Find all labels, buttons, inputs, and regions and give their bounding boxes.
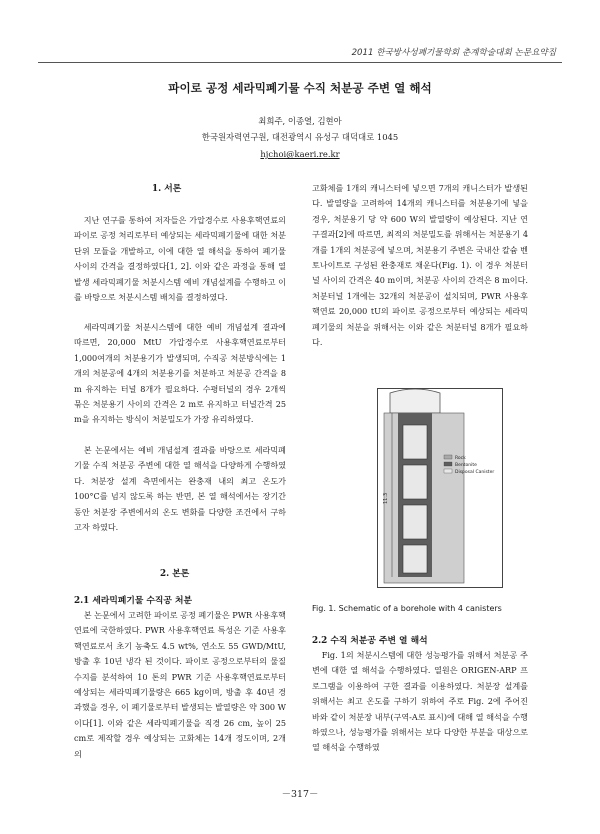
intro-heading: 1. 서론: [152, 184, 182, 194]
figure-caption: Fig. 1. Schematic of a borehole with 4 canisters: [312, 604, 502, 613]
intro-paragraph-3: 본 논문에서는 예비 개념설계 결과를 바탕으로 세라믹폐기물 수직 처분공 주변에 대한 열 해석을 다양하게 수행하였다. 처분장 설계 측면에서는 완충재 내의 최고 온도가 100°C를 넘지 않도록 하는 반면, 본 열 해석에서는 장기간 동안 처분장 주변에서의 온도 변화를 다양한 조건에서 구하고자 하였다.: [74, 445, 286, 533]
author-list: 최희주, 이종열, 김현아: [258, 116, 342, 126]
subsection-2-2-paragraph: Fig. 1의 처분시스템에 대한 성능평가를 위해서 처분공 주변에 대한 열 해석을 수행하였다. 열원은 ORIGEN-ARP 프로그램을 이용하여 구한 결과를 이용하였다. 처분장 설계를 위해서는 최고 온도를 구하기 위하여 주로 Fig. 2에 주어진 바와 같이 처분장 내부(구역-A로 표시)에 대해 열 해석을 수행하였으나, 성능평가를 위해서는 보다 다양한 부분을 대상으로 열 해석을 수행하였: [312, 650, 528, 753]
right-column-paragraph: 고화체를 1개의 캐니스터에 넣으면 7개의 캐니스터가 발생된다. 발열량을 고려하여 14개의 캐니스터를 처분용기에 넣을 경우, 처분용기 당 약 600 W의 발열량이 예상된다. 지난 연구결과[2]에 따르면, 최적의 처분밀도를 위해서는 처분용기 4개를 1개의 처분공에 넣으며, 처분용기 주변은 국내산 칼슘 벤토나이트로 구성된 완충재로 채운다(Fig. 1). 이 경우 처분터널 사이의 간격은 40 m이며, 처분공 사이의 간격은 8 m이다. 처분터널 1개에는 32개의 처분공이 설치되며, PWR 사용후핵연료 20,000 tU의 파이로 공정으로부터 예상되는 세라믹폐기물의 처분을 위해서는 이와 같은 처분터널 8개가 필요하다.: [312, 183, 528, 348]
borehole-schematic: [378, 389, 502, 587]
intro-paragraph-2: 세라믹폐기물 처분시스템에 대한 예비 개념설계 결과에 따르면, 20,000 MtU 가압경수로 사용후핵연료로부터 1,000여개의 처분용기가 발생되며, 수직공 처분방식에는 1개의 처분공에 4개의 처분용기를 처분하고 처분공 간격을 8 m 유지하는 터널 8개가 필요하다. 수평터널의 경우 2개씩 묶은 처분용기 사이의 간격은 2 m로 유지하고 터널간격 25 m을 유지하는 방식이 처분밀도가 가장 유리하였다.: [74, 322, 286, 425]
paper-title: 파이로 공정 세라믹폐기물 수직 처분공 주변 열 해석: [168, 81, 432, 95]
subsection-2-2-heading: 2.2 수직 처분공 주변 열 해석: [312, 636, 428, 646]
canister-1: [403, 425, 427, 459]
legend-label-bentonite: Bentonite: [455, 463, 477, 468]
legend-swatch-rock: [444, 455, 452, 459]
affiliation: 한국원자력연구원, 대전광역시 유성구 대덕대로 1045: [201, 132, 399, 142]
header-rule: [38, 62, 562, 63]
canister-2: [403, 465, 427, 499]
running-header: 2011 한국방사성폐기물학회 춘계학술대회 논문요약집: [351, 48, 556, 58]
dimension-label: 11.3: [383, 492, 389, 504]
legend-label-canister: Disposal Canister: [455, 470, 495, 475]
legend-swatch-canister: [444, 469, 452, 473]
legend-label-rock: Rock: [455, 456, 466, 461]
canister-3: [403, 505, 427, 539]
author-email[interactable]: hjchoi@kaeri.re.kr: [260, 149, 340, 159]
tunnel-arch: [390, 389, 440, 413]
page-number: －317－: [281, 789, 319, 800]
body-heading: 2. 본론: [160, 569, 190, 579]
intro-paragraph-1: 지난 연구를 통하여 저자들은 가압경수로 사용후핵연료의 파이로 공정 처리로부터 예상되는 세라믹폐기물에 대한 처분 단위 모듈을 개발하고, 이에 대한 열 해석을 통하여 폐기물 사이의 간격을 결정하였다[1, 2]. 이와 같은 과정을 통해 열 발생 세라믹폐기물 처분시스템 예비 개념설계를 수행하고 이를 바탕으로 처분시스템 배치를 결정하였다.: [74, 215, 286, 303]
borehole-figure: [377, 388, 503, 588]
legend-swatch-bentonite: [444, 462, 452, 466]
canister-4: [403, 545, 427, 573]
subsection-2-1-heading: 2.1 세라믹폐기물 수직공 처분: [74, 596, 192, 606]
subsection-2-1-paragraph: 본 논문에서 고려한 파이로 공정 폐기물은 PWR 사용후핵연료에 국한하였다. PWR 사용후핵연료 특성은 기준 사용후핵연료로서 초기 농축도 4.5 wt%, 연소도 55 GWD/MtU, 방출 후 10년 냉각 된 것이다. 파이로 공정으로부터의 물질수지를 분석하여 10 톤의 PWR 기준 사용후핵연료로부터 예상되는 세라믹폐기물량은 665 kg이며, 방출 후 40년 경과했을 경우, 이 폐기물로부터 발생되는 발열량은 약 300 W이다[1]. 이와 같은 세라믹폐기물을 직경 26 cm, 높이 25 cm로 제작할 경우 예상되는 고화체는 14개 정도이며, 2개의: [74, 610, 286, 759]
